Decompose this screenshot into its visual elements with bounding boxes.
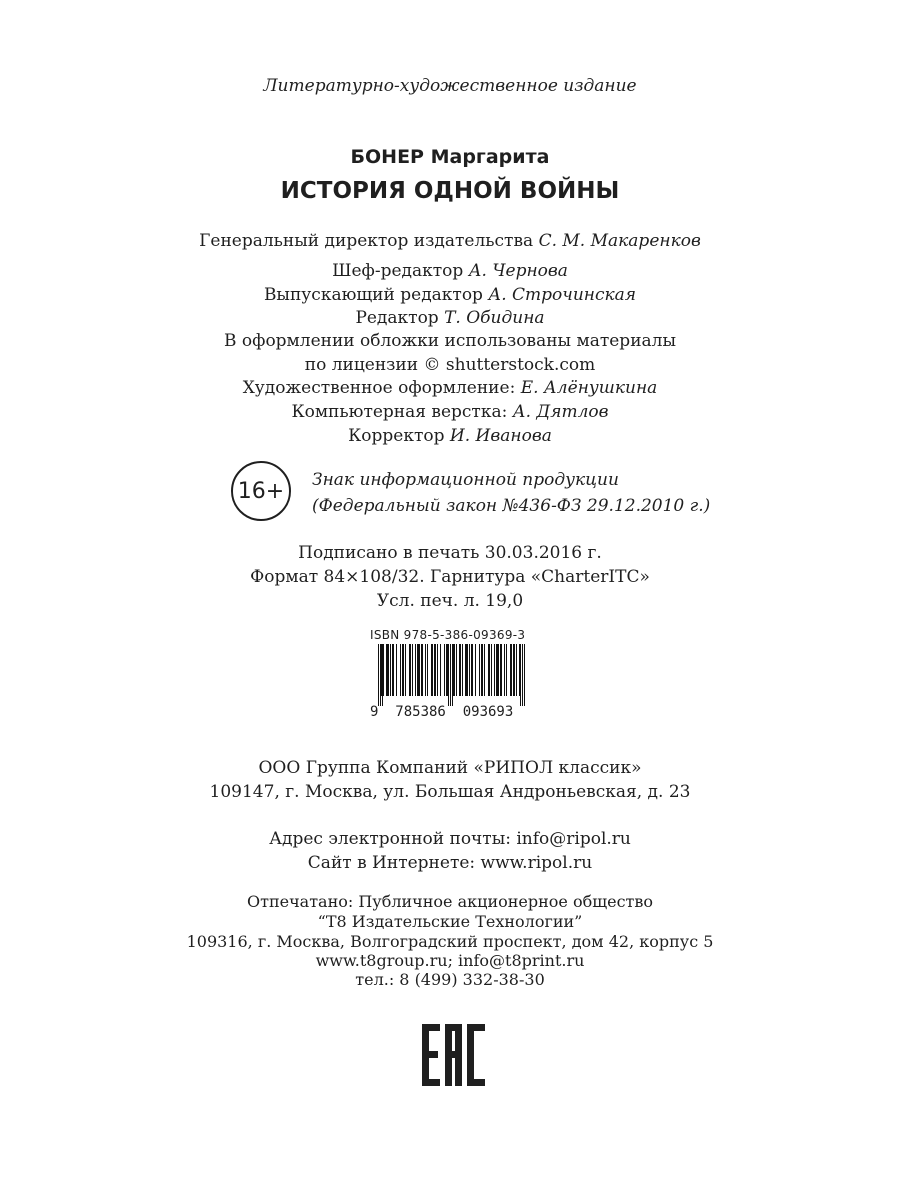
print-info-line: Формат 84×108/32. Гарнитура «CharterITC»	[250, 567, 650, 587]
printer-line: www.t8group.ru; info@t8print.ru	[315, 951, 585, 970]
print-info-line: Усл. печ. л. 19,0	[376, 591, 524, 611]
book-author: БОНЕР Маргарита	[350, 146, 550, 168]
credit-name: Т. Обидина	[444, 308, 545, 328]
credit-role: Редактор	[355, 308, 439, 328]
credit-name: Е. Алёнушкина	[520, 378, 658, 398]
printer-line: “Т8 Издательские Технологии”	[317, 912, 583, 931]
book-title: ИСТОРИЯ ОДНОЙ ВОЙНЫ	[280, 178, 620, 204]
credit-role: Художественное оформление:	[242, 378, 516, 398]
barcode-digits: 9 785386 093693	[370, 704, 514, 720]
publisher-line: 109147, г. Москва, ул. Большая Андроньевская, д. 23	[209, 782, 691, 802]
cover-note-line: по лицензии © shutterstock.com	[304, 355, 596, 375]
printer-line: 109316, г. Москва, Волгоградский проспект, дом 42, корпус 5	[186, 932, 714, 951]
publisher-line: ООО Группа Компаний «РИПОЛ классик»	[258, 758, 642, 778]
credit-proofreader	[0, 426, 900, 446]
credit-general-director	[0, 231, 900, 251]
contact-line: Сайт в Интернете: www.ripol.ru	[307, 853, 593, 873]
printer-line: тел.: 8 (499) 332-38-30	[355, 970, 545, 989]
isbn-label: ISBN 978-5-386-09369-3	[370, 628, 526, 642]
age-note-line: (Федеральный закон №436-ФЗ 29.12.2010 г.)	[312, 496, 711, 516]
credit-role: Компьютерная верстка:	[291, 402, 508, 422]
credit-name: И. Иванова	[449, 426, 552, 446]
credit-art-design	[0, 378, 900, 398]
credit-role: Шеф-редактор	[332, 261, 464, 281]
credit-name: А. Чернова	[468, 261, 568, 281]
credit-name: А. Строчинская	[488, 285, 637, 305]
credit-managing-editor	[0, 285, 900, 305]
eac-conformity-mark	[422, 1024, 486, 1086]
credit-editor	[0, 308, 900, 328]
edition-type: Литературно-художественное издание	[263, 76, 637, 96]
printer-line: Отпечатано: Публичное акционерное общество	[246, 892, 654, 911]
credit-role: Выпускающий редактор	[263, 285, 483, 305]
age-rating-badge: 16+	[231, 461, 291, 521]
credit-name: С. М. Макаренков	[538, 231, 701, 251]
print-info-line: Подписано в печать 30.03.2016 г.	[298, 543, 602, 563]
contact-line: Адрес электронной почты: info@ripol.ru	[269, 829, 631, 849]
cover-note-line: В оформлении обложки использованы материалы	[224, 331, 676, 351]
credit-layout	[0, 402, 900, 422]
credit-role: Генеральный директор издательства	[199, 231, 534, 251]
age-note-line: Знак информационной продукции	[312, 470, 619, 490]
barcode-bars	[370, 644, 530, 706]
credit-name: А. Дятлов	[512, 402, 609, 422]
credit-chief-editor	[0, 261, 900, 281]
credit-role: Корректор	[348, 426, 445, 446]
